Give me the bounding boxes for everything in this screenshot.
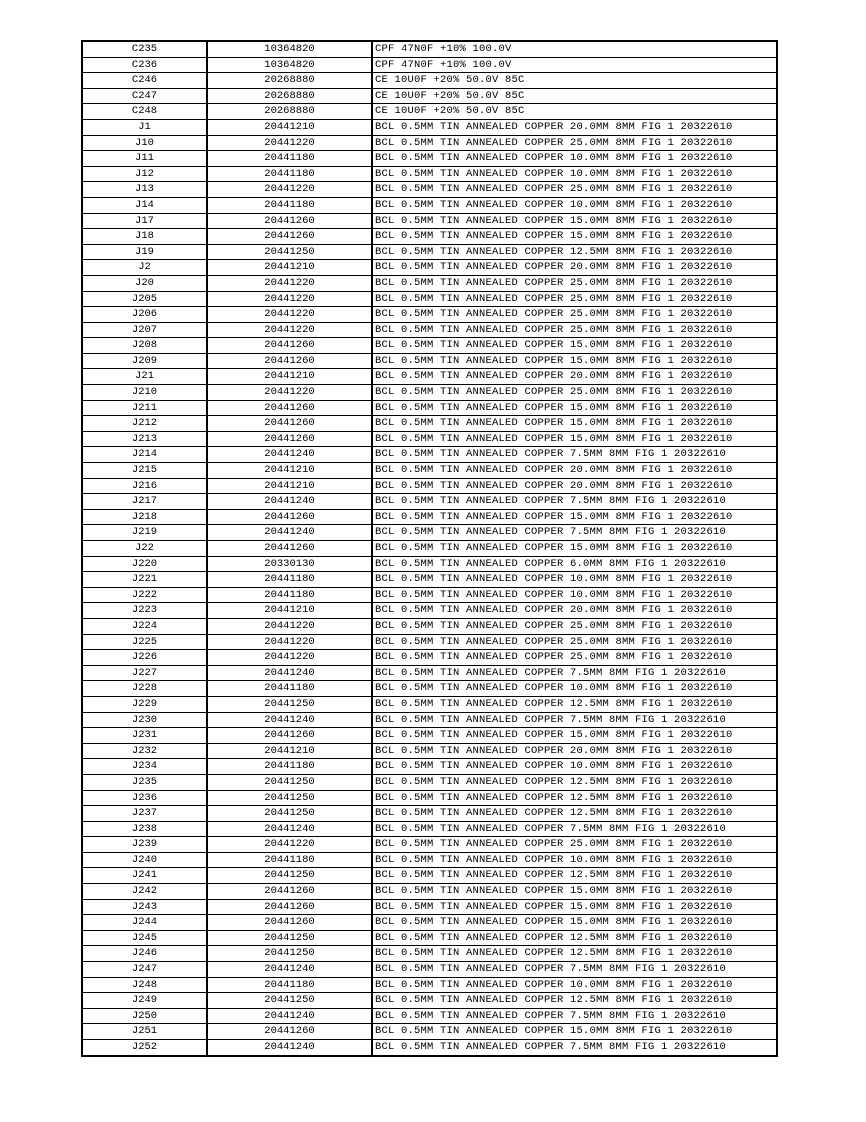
part-number-cell: 20441220 [207, 307, 372, 323]
part-number-cell: 20441240 [207, 447, 372, 463]
table-row [82, 618, 777, 634]
part-number-cell: 20441180 [207, 197, 372, 213]
part-number-cell: 20441220 [207, 385, 372, 401]
table-row [82, 852, 777, 868]
description-cell: BCL 0.5MM TIN ANNEALED COPPER 25.0MM 8MM FIG 1 20322610 [372, 837, 777, 853]
part-number-cell: 20441260 [207, 416, 372, 432]
part-number-cell: 20441250 [207, 790, 372, 806]
description-cell: BCL 0.5MM TIN ANNEALED COPPER 15.0MM 8MM FIG 1 20322610 [372, 431, 777, 447]
part-number-cell: 20441260 [207, 884, 372, 900]
table-row [82, 213, 777, 229]
table-row [82, 447, 777, 463]
description-cell: BCL 0.5MM TIN ANNEALED COPPER 10.0MM 8MM FIG 1 20322610 [372, 151, 777, 167]
reference-designator-cell: J229 [82, 696, 207, 712]
table-row [82, 728, 777, 744]
table-row [82, 696, 777, 712]
part-number-cell: 20441180 [207, 977, 372, 993]
table-row [82, 197, 777, 213]
part-number-cell: 10364820 [207, 41, 372, 57]
part-number-cell: 20441260 [207, 728, 372, 744]
part-number-cell: 20441220 [207, 135, 372, 151]
table-row [82, 182, 777, 198]
part-number-cell: 20441250 [207, 868, 372, 884]
table-row [82, 1024, 777, 1040]
table-row [82, 431, 777, 447]
description-cell: BCL 0.5MM TIN ANNEALED COPPER 12.5MM 8MM FIG 1 20322610 [372, 696, 777, 712]
part-number-cell: 20441220 [207, 618, 372, 634]
part-number-cell: 20441250 [207, 774, 372, 790]
part-number-cell: 20441180 [207, 681, 372, 697]
reference-designator-cell: J10 [82, 135, 207, 151]
table-row [82, 946, 777, 962]
reference-designator-cell: J212 [82, 416, 207, 432]
reference-designator-cell: J213 [82, 431, 207, 447]
reference-designator-cell: J18 [82, 229, 207, 245]
reference-designator-cell: J205 [82, 291, 207, 307]
reference-designator-cell: J223 [82, 603, 207, 619]
table-row [82, 307, 777, 323]
part-number-cell: 20441220 [207, 650, 372, 666]
part-number-cell: 20441180 [207, 151, 372, 167]
reference-designator-cell: J20 [82, 275, 207, 291]
part-number-cell: 20441220 [207, 275, 372, 291]
reference-designator-cell: J244 [82, 915, 207, 931]
part-number-cell: 20441240 [207, 525, 372, 541]
part-number-cell: 20441260 [207, 431, 372, 447]
description-cell: BCL 0.5MM TIN ANNEALED COPPER 20.0MM 8MM FIG 1 20322610 [372, 743, 777, 759]
reference-designator-cell: C235 [82, 41, 207, 57]
table-row [82, 478, 777, 494]
reference-designator-cell: J210 [82, 385, 207, 401]
table-row [82, 385, 777, 401]
part-number-cell: 20441240 [207, 494, 372, 510]
part-number-cell: 20441180 [207, 572, 372, 588]
description-cell: BCL 0.5MM TIN ANNEALED COPPER 15.0MM 8MM FIG 1 20322610 [372, 509, 777, 525]
reference-designator-cell: J243 [82, 899, 207, 915]
table-row [82, 369, 777, 385]
part-number-cell: 20441260 [207, 400, 372, 416]
part-number-cell: 20441210 [207, 369, 372, 385]
reference-designator-cell: J219 [82, 525, 207, 541]
description-cell: BCL 0.5MM TIN ANNEALED COPPER 15.0MM 8MM FIG 1 20322610 [372, 915, 777, 931]
table-row [82, 400, 777, 416]
part-number-cell: 20441240 [207, 712, 372, 728]
reference-designator-cell: J12 [82, 166, 207, 182]
description-cell: CPF 47N0F +10% 100.0V [372, 57, 777, 73]
table-row [82, 509, 777, 525]
part-number-cell: 20268880 [207, 88, 372, 104]
reference-designator-cell: J242 [82, 884, 207, 900]
description-cell: BCL 0.5MM TIN ANNEALED COPPER 25.0MM 8MM FIG 1 20322610 [372, 634, 777, 650]
part-number-cell: 20441240 [207, 1008, 372, 1024]
table-row [82, 260, 777, 276]
description-cell: BCL 0.5MM TIN ANNEALED COPPER 10.0MM 8MM FIG 1 20322610 [372, 587, 777, 603]
table-row [82, 541, 777, 557]
description-cell: BCL 0.5MM TIN ANNEALED COPPER 7.5MM 8MM FIG 1 20322610 [372, 494, 777, 510]
part-number-cell: 20441260 [207, 229, 372, 245]
table-row [82, 322, 777, 338]
table-row [82, 291, 777, 307]
table-row [82, 806, 777, 822]
reference-designator-cell: J235 [82, 774, 207, 790]
reference-designator-cell: J227 [82, 665, 207, 681]
part-number-cell: 20441250 [207, 993, 372, 1009]
description-cell: BCL 0.5MM TIN ANNEALED COPPER 7.5MM 8MM FIG 1 20322610 [372, 962, 777, 978]
table-row [82, 166, 777, 182]
description-cell: BCL 0.5MM TIN ANNEALED COPPER 15.0MM 8MM FIG 1 20322610 [372, 338, 777, 354]
reference-designator-cell: C248 [82, 104, 207, 120]
part-number-cell: 20441180 [207, 166, 372, 182]
description-cell: BCL 0.5MM TIN ANNEALED COPPER 25.0MM 8MM FIG 1 20322610 [372, 650, 777, 666]
description-cell: BCL 0.5MM TIN ANNEALED COPPER 10.0MM 8MM FIG 1 20322610 [372, 197, 777, 213]
part-number-cell: 10364820 [207, 57, 372, 73]
part-number-cell: 20441250 [207, 244, 372, 260]
reference-designator-cell: J221 [82, 572, 207, 588]
description-cell: BCL 0.5MM TIN ANNEALED COPPER 12.5MM 8MM FIG 1 20322610 [372, 244, 777, 260]
part-number-cell: 20441260 [207, 338, 372, 354]
table-row [82, 712, 777, 728]
reference-designator-cell: J222 [82, 587, 207, 603]
table-row [82, 1040, 777, 1056]
reference-designator-cell: J230 [82, 712, 207, 728]
description-cell: BCL 0.5MM TIN ANNEALED COPPER 12.5MM 8MM FIG 1 20322610 [372, 930, 777, 946]
table-row [82, 743, 777, 759]
reference-designator-cell: J225 [82, 634, 207, 650]
table-row [82, 603, 777, 619]
table-row [82, 790, 777, 806]
part-number-cell: 20441220 [207, 634, 372, 650]
reference-designator-cell: J232 [82, 743, 207, 759]
reference-designator-cell: J220 [82, 556, 207, 572]
description-cell: BCL 0.5MM TIN ANNEALED COPPER 10.0MM 8MM FIG 1 20322610 [372, 681, 777, 697]
table-row [82, 88, 777, 104]
part-number-cell: 20441220 [207, 291, 372, 307]
table-row [82, 962, 777, 978]
reference-designator-cell: J252 [82, 1040, 207, 1056]
reference-designator-cell: C236 [82, 57, 207, 73]
reference-designator-cell: J238 [82, 821, 207, 837]
reference-designator-cell: J21 [82, 369, 207, 385]
part-number-cell: 20441220 [207, 322, 372, 338]
table-row [82, 229, 777, 245]
table-row [82, 73, 777, 89]
reference-designator-cell: J228 [82, 681, 207, 697]
description-cell: BCL 0.5MM TIN ANNEALED COPPER 12.5MM 8MM FIG 1 20322610 [372, 790, 777, 806]
table-row [82, 119, 777, 135]
description-cell: BCL 0.5MM TIN ANNEALED COPPER 12.5MM 8MM FIG 1 20322610 [372, 993, 777, 1009]
table-row [82, 41, 777, 57]
table-row [82, 275, 777, 291]
part-number-cell: 20441220 [207, 837, 372, 853]
description-cell: BCL 0.5MM TIN ANNEALED COPPER 20.0MM 8MM FIG 1 20322610 [372, 260, 777, 276]
description-cell: BCL 0.5MM TIN ANNEALED COPPER 25.0MM 8MM FIG 1 20322610 [372, 618, 777, 634]
description-cell: BCL 0.5MM TIN ANNEALED COPPER 20.0MM 8MM FIG 1 20322610 [372, 369, 777, 385]
bom-table-body [82, 41, 777, 1056]
part-number-cell: 20441180 [207, 759, 372, 775]
reference-designator-cell: J239 [82, 837, 207, 853]
table-row [82, 572, 777, 588]
reference-designator-cell: J216 [82, 478, 207, 494]
part-number-cell: 20441180 [207, 587, 372, 603]
description-cell: BCL 0.5MM TIN ANNEALED COPPER 7.5MM 8MM FIG 1 20322610 [372, 665, 777, 681]
part-number-cell: 20441260 [207, 915, 372, 931]
table-row [82, 868, 777, 884]
table-row [82, 665, 777, 681]
description-cell: BCL 0.5MM TIN ANNEALED COPPER 15.0MM 8MM FIG 1 20322610 [372, 899, 777, 915]
description-cell: BCL 0.5MM TIN ANNEALED COPPER 15.0MM 8MM FIG 1 20322610 [372, 213, 777, 229]
table-row [82, 650, 777, 666]
description-cell: BCL 0.5MM TIN ANNEALED COPPER 7.5MM 8MM FIG 1 20322610 [372, 1040, 777, 1056]
reference-designator-cell: J248 [82, 977, 207, 993]
part-number-cell: 20441240 [207, 1040, 372, 1056]
reference-designator-cell: J14 [82, 197, 207, 213]
description-cell: CPF 47N0F +10% 100.0V [372, 41, 777, 57]
description-cell: BCL 0.5MM TIN ANNEALED COPPER 6.0MM 8MM FIG 1 20322610 [372, 556, 777, 572]
part-number-cell: 20441210 [207, 478, 372, 494]
table-row [82, 993, 777, 1009]
part-number-cell: 20441180 [207, 852, 372, 868]
table-row [82, 338, 777, 354]
reference-designator-cell: J240 [82, 852, 207, 868]
description-cell: BCL 0.5MM TIN ANNEALED COPPER 7.5MM 8MM FIG 1 20322610 [372, 821, 777, 837]
description-cell: BCL 0.5MM TIN ANNEALED COPPER 25.0MM 8MM FIG 1 20322610 [372, 307, 777, 323]
description-cell: BCL 0.5MM TIN ANNEALED COPPER 25.0MM 8MM FIG 1 20322610 [372, 275, 777, 291]
table-row [82, 587, 777, 603]
table-row [82, 104, 777, 120]
reference-designator-cell: J234 [82, 759, 207, 775]
table-row [82, 57, 777, 73]
part-number-cell: 20441250 [207, 930, 372, 946]
reference-designator-cell: J251 [82, 1024, 207, 1040]
part-number-cell: 20268880 [207, 104, 372, 120]
part-number-cell: 20441240 [207, 665, 372, 681]
table-row [82, 416, 777, 432]
reference-designator-cell: J11 [82, 151, 207, 167]
table-row [82, 525, 777, 541]
description-cell: BCL 0.5MM TIN ANNEALED COPPER 15.0MM 8MM FIG 1 20322610 [372, 400, 777, 416]
reference-designator-cell: J231 [82, 728, 207, 744]
reference-designator-cell: J206 [82, 307, 207, 323]
table-row [82, 1008, 777, 1024]
description-cell: BCL 0.5MM TIN ANNEALED COPPER 25.0MM 8MM FIG 1 20322610 [372, 135, 777, 151]
reference-designator-cell: J249 [82, 993, 207, 1009]
part-number-cell: 20441260 [207, 899, 372, 915]
part-number-cell: 20441240 [207, 821, 372, 837]
table-row [82, 135, 777, 151]
reference-designator-cell: J208 [82, 338, 207, 354]
part-number-cell: 20268880 [207, 73, 372, 89]
table-row [82, 899, 777, 915]
table-row [82, 634, 777, 650]
description-cell: BCL 0.5MM TIN ANNEALED COPPER 10.0MM 8MM FIG 1 20322610 [372, 852, 777, 868]
part-number-cell: 20441210 [207, 603, 372, 619]
description-cell: BCL 0.5MM TIN ANNEALED COPPER 20.0MM 8MM FIG 1 20322610 [372, 463, 777, 479]
part-number-cell: 20330130 [207, 556, 372, 572]
description-cell: BCL 0.5MM TIN ANNEALED COPPER 20.0MM 8MM FIG 1 20322610 [372, 478, 777, 494]
description-cell: BCL 0.5MM TIN ANNEALED COPPER 25.0MM 8MM FIG 1 20322610 [372, 291, 777, 307]
table-row [82, 556, 777, 572]
description-cell: BCL 0.5MM TIN ANNEALED COPPER 15.0MM 8MM FIG 1 20322610 [372, 416, 777, 432]
table-row [82, 463, 777, 479]
part-number-cell: 20441250 [207, 696, 372, 712]
description-cell: BCL 0.5MM TIN ANNEALED COPPER 7.5MM 8MM FIG 1 20322610 [372, 525, 777, 541]
description-cell: BCL 0.5MM TIN ANNEALED COPPER 10.0MM 8MM FIG 1 20322610 [372, 166, 777, 182]
reference-designator-cell: C247 [82, 88, 207, 104]
description-cell: BCL 0.5MM TIN ANNEALED COPPER 12.5MM 8MM FIG 1 20322610 [372, 774, 777, 790]
part-number-cell: 20441220 [207, 182, 372, 198]
part-number-cell: 20441210 [207, 743, 372, 759]
description-cell: BCL 0.5MM TIN ANNEALED COPPER 12.5MM 8MM FIG 1 20322610 [372, 868, 777, 884]
table-row [82, 681, 777, 697]
reference-designator-cell: J2 [82, 260, 207, 276]
description-cell: BCL 0.5MM TIN ANNEALED COPPER 10.0MM 8MM FIG 1 20322610 [372, 977, 777, 993]
part-number-cell: 20441240 [207, 962, 372, 978]
description-cell: BCL 0.5MM TIN ANNEALED COPPER 15.0MM 8MM FIG 1 20322610 [372, 884, 777, 900]
description-cell: BCL 0.5MM TIN ANNEALED COPPER 12.5MM 8MM FIG 1 20322610 [372, 806, 777, 822]
table-row [82, 821, 777, 837]
table-row [82, 977, 777, 993]
description-cell: BCL 0.5MM TIN ANNEALED COPPER 15.0MM 8MM FIG 1 20322610 [372, 541, 777, 557]
description-cell: BCL 0.5MM TIN ANNEALED COPPER 10.0MM 8MM FIG 1 20322610 [372, 572, 777, 588]
reference-designator-cell: J22 [82, 541, 207, 557]
description-cell: BCL 0.5MM TIN ANNEALED COPPER 15.0MM 8MM FIG 1 20322610 [372, 1024, 777, 1040]
bom-table [81, 40, 778, 1057]
reference-designator-cell: J250 [82, 1008, 207, 1024]
reference-designator-cell: J241 [82, 868, 207, 884]
table-row [82, 774, 777, 790]
reference-designator-cell: J214 [82, 447, 207, 463]
description-cell: CE 10U0F +20% 50.0V 85C [372, 104, 777, 120]
reference-designator-cell: J215 [82, 463, 207, 479]
reference-designator-cell: J1 [82, 119, 207, 135]
table-row [82, 494, 777, 510]
description-cell: BCL 0.5MM TIN ANNEALED COPPER 25.0MM 8MM FIG 1 20322610 [372, 182, 777, 198]
reference-designator-cell: J209 [82, 353, 207, 369]
description-cell: BCL 0.5MM TIN ANNEALED COPPER 15.0MM 8MM FIG 1 20322610 [372, 229, 777, 245]
table-row [82, 837, 777, 853]
description-cell: BCL 0.5MM TIN ANNEALED COPPER 7.5MM 8MM FIG 1 20322610 [372, 447, 777, 463]
table-row [82, 244, 777, 260]
part-number-cell: 20441250 [207, 946, 372, 962]
description-cell: BCL 0.5MM TIN ANNEALED COPPER 15.0MM 8MM FIG 1 20322610 [372, 353, 777, 369]
description-cell: CE 10U0F +20% 50.0V 85C [372, 88, 777, 104]
reference-designator-cell: J217 [82, 494, 207, 510]
part-number-cell: 20441210 [207, 119, 372, 135]
reference-designator-cell: J211 [82, 400, 207, 416]
reference-designator-cell: J247 [82, 962, 207, 978]
reference-designator-cell: J236 [82, 790, 207, 806]
description-cell: CE 10U0F +20% 50.0V 85C [372, 73, 777, 89]
description-cell: BCL 0.5MM TIN ANNEALED COPPER 12.5MM 8MM FIG 1 20322610 [372, 946, 777, 962]
reference-designator-cell: J245 [82, 930, 207, 946]
part-number-cell: 20441260 [207, 213, 372, 229]
description-cell: BCL 0.5MM TIN ANNEALED COPPER 20.0MM 8MM FIG 1 20322610 [372, 603, 777, 619]
table-row [82, 884, 777, 900]
table-row [82, 353, 777, 369]
reference-designator-cell: J13 [82, 182, 207, 198]
reference-designator-cell: J17 [82, 213, 207, 229]
part-number-cell: 20441260 [207, 541, 372, 557]
description-cell: BCL 0.5MM TIN ANNEALED COPPER 15.0MM 8MM FIG 1 20322610 [372, 728, 777, 744]
part-number-cell: 20441260 [207, 353, 372, 369]
part-number-cell: 20441260 [207, 1024, 372, 1040]
reference-designator-cell: J237 [82, 806, 207, 822]
part-number-cell: 20441210 [207, 463, 372, 479]
reference-designator-cell: C246 [82, 73, 207, 89]
reference-designator-cell: J226 [82, 650, 207, 666]
table-row [82, 930, 777, 946]
description-cell: BCL 0.5MM TIN ANNEALED COPPER 25.0MM 8MM FIG 1 20322610 [372, 322, 777, 338]
description-cell: BCL 0.5MM TIN ANNEALED COPPER 10.0MM 8MM FIG 1 20322610 [372, 759, 777, 775]
reference-designator-cell: J246 [82, 946, 207, 962]
table-row [82, 151, 777, 167]
description-cell: BCL 0.5MM TIN ANNEALED COPPER 7.5MM 8MM FIG 1 20322610 [372, 712, 777, 728]
reference-designator-cell: J218 [82, 509, 207, 525]
reference-designator-cell: J224 [82, 618, 207, 634]
table-row [82, 759, 777, 775]
part-number-cell: 20441210 [207, 260, 372, 276]
description-cell: BCL 0.5MM TIN ANNEALED COPPER 25.0MM 8MM FIG 1 20322610 [372, 385, 777, 401]
part-number-cell: 20441260 [207, 509, 372, 525]
reference-designator-cell: J19 [82, 244, 207, 260]
table-row [82, 915, 777, 931]
description-cell: BCL 0.5MM TIN ANNEALED COPPER 7.5MM 8MM FIG 1 20322610 [372, 1008, 777, 1024]
part-number-cell: 20441250 [207, 806, 372, 822]
reference-designator-cell: J207 [82, 322, 207, 338]
description-cell: BCL 0.5MM TIN ANNEALED COPPER 20.0MM 8MM FIG 1 20322610 [372, 119, 777, 135]
